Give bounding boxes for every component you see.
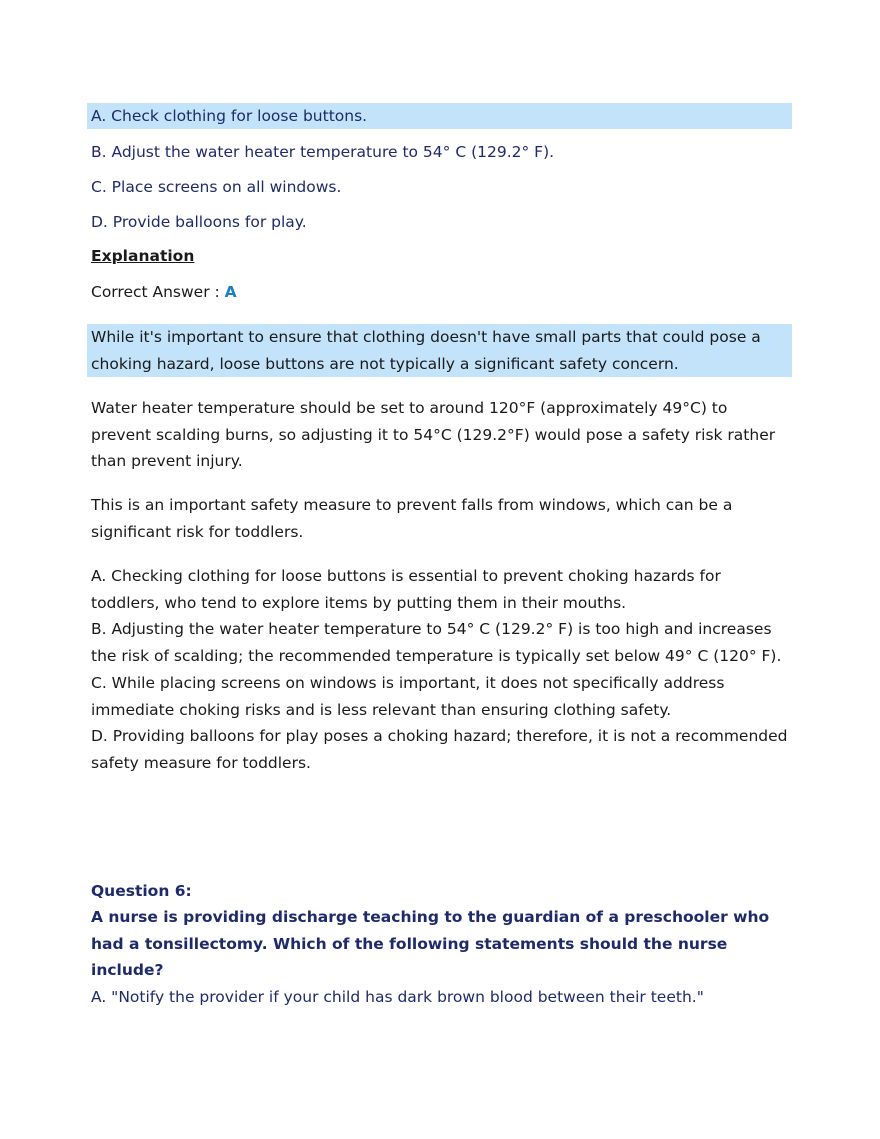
rationale-b: B. Adjusting the water heater temperature to 54° C (129.2° F) is too high and increases the risk of scalding; the recommended temperature is typically set below 49° C (120° F).: [91, 620, 782, 665]
question-text: A nurse is providing discharge teaching to the guardian of a preschooler who had a tonsillectomy. Which of the following statements should the nurse include?: [91, 908, 770, 980]
next-question-option-a: A. "Notify the provider if your child has dark brown blood between their teeth.": [91, 988, 704, 1006]
rationale-a: A. Checking clothing for loose buttons is essential to prevent choking hazards for toddlers, who tend to explore items by putting them in their mouths.: [91, 567, 721, 612]
correct-answer-line: [91, 283, 237, 301]
correct-answer-label: Correct Answer :: [91, 283, 225, 301]
option-b: B. Adjust the water heater temperature to 54° C (129.2° F).: [91, 143, 555, 161]
question-title: Question 6:: [91, 882, 192, 900]
explanation-heading: Explanation: [91, 247, 195, 265]
option-c: C. Place screens on all windows.: [91, 178, 342, 196]
water-heater-paragraph: Water heater temperature should be set to around 120°F (approximately 49°C) to prevent scalding burns, so adjusting it to 54°C (129.2°F) would pose a safety risk rather than prevent injury.: [91, 399, 776, 471]
option-d: D. Provide balloons for play.: [91, 213, 307, 231]
rationale-d: D. Providing balloons for play poses a choking hazard; therefore, it is not a recommended safety measure for toddlers.: [91, 727, 788, 772]
correct-answer-letter: A: [224, 283, 237, 301]
option-a: A. Check clothing for loose buttons.: [87, 103, 792, 129]
rationale-c: C. While placing screens on windows is important, it does not specifically address immediate choking risks and is less relevant than ensuring clothing safety.: [91, 674, 725, 719]
highlighted-explanation: While it's important to ensure that clothing doesn't have small parts that could pose a choking hazard, loose buttons are not typically a significant safety concern.: [87, 324, 792, 377]
window-screens-paragraph: This is an important safety measure to prevent falls from windows, which can be a significant risk for toddlers.: [91, 496, 733, 541]
